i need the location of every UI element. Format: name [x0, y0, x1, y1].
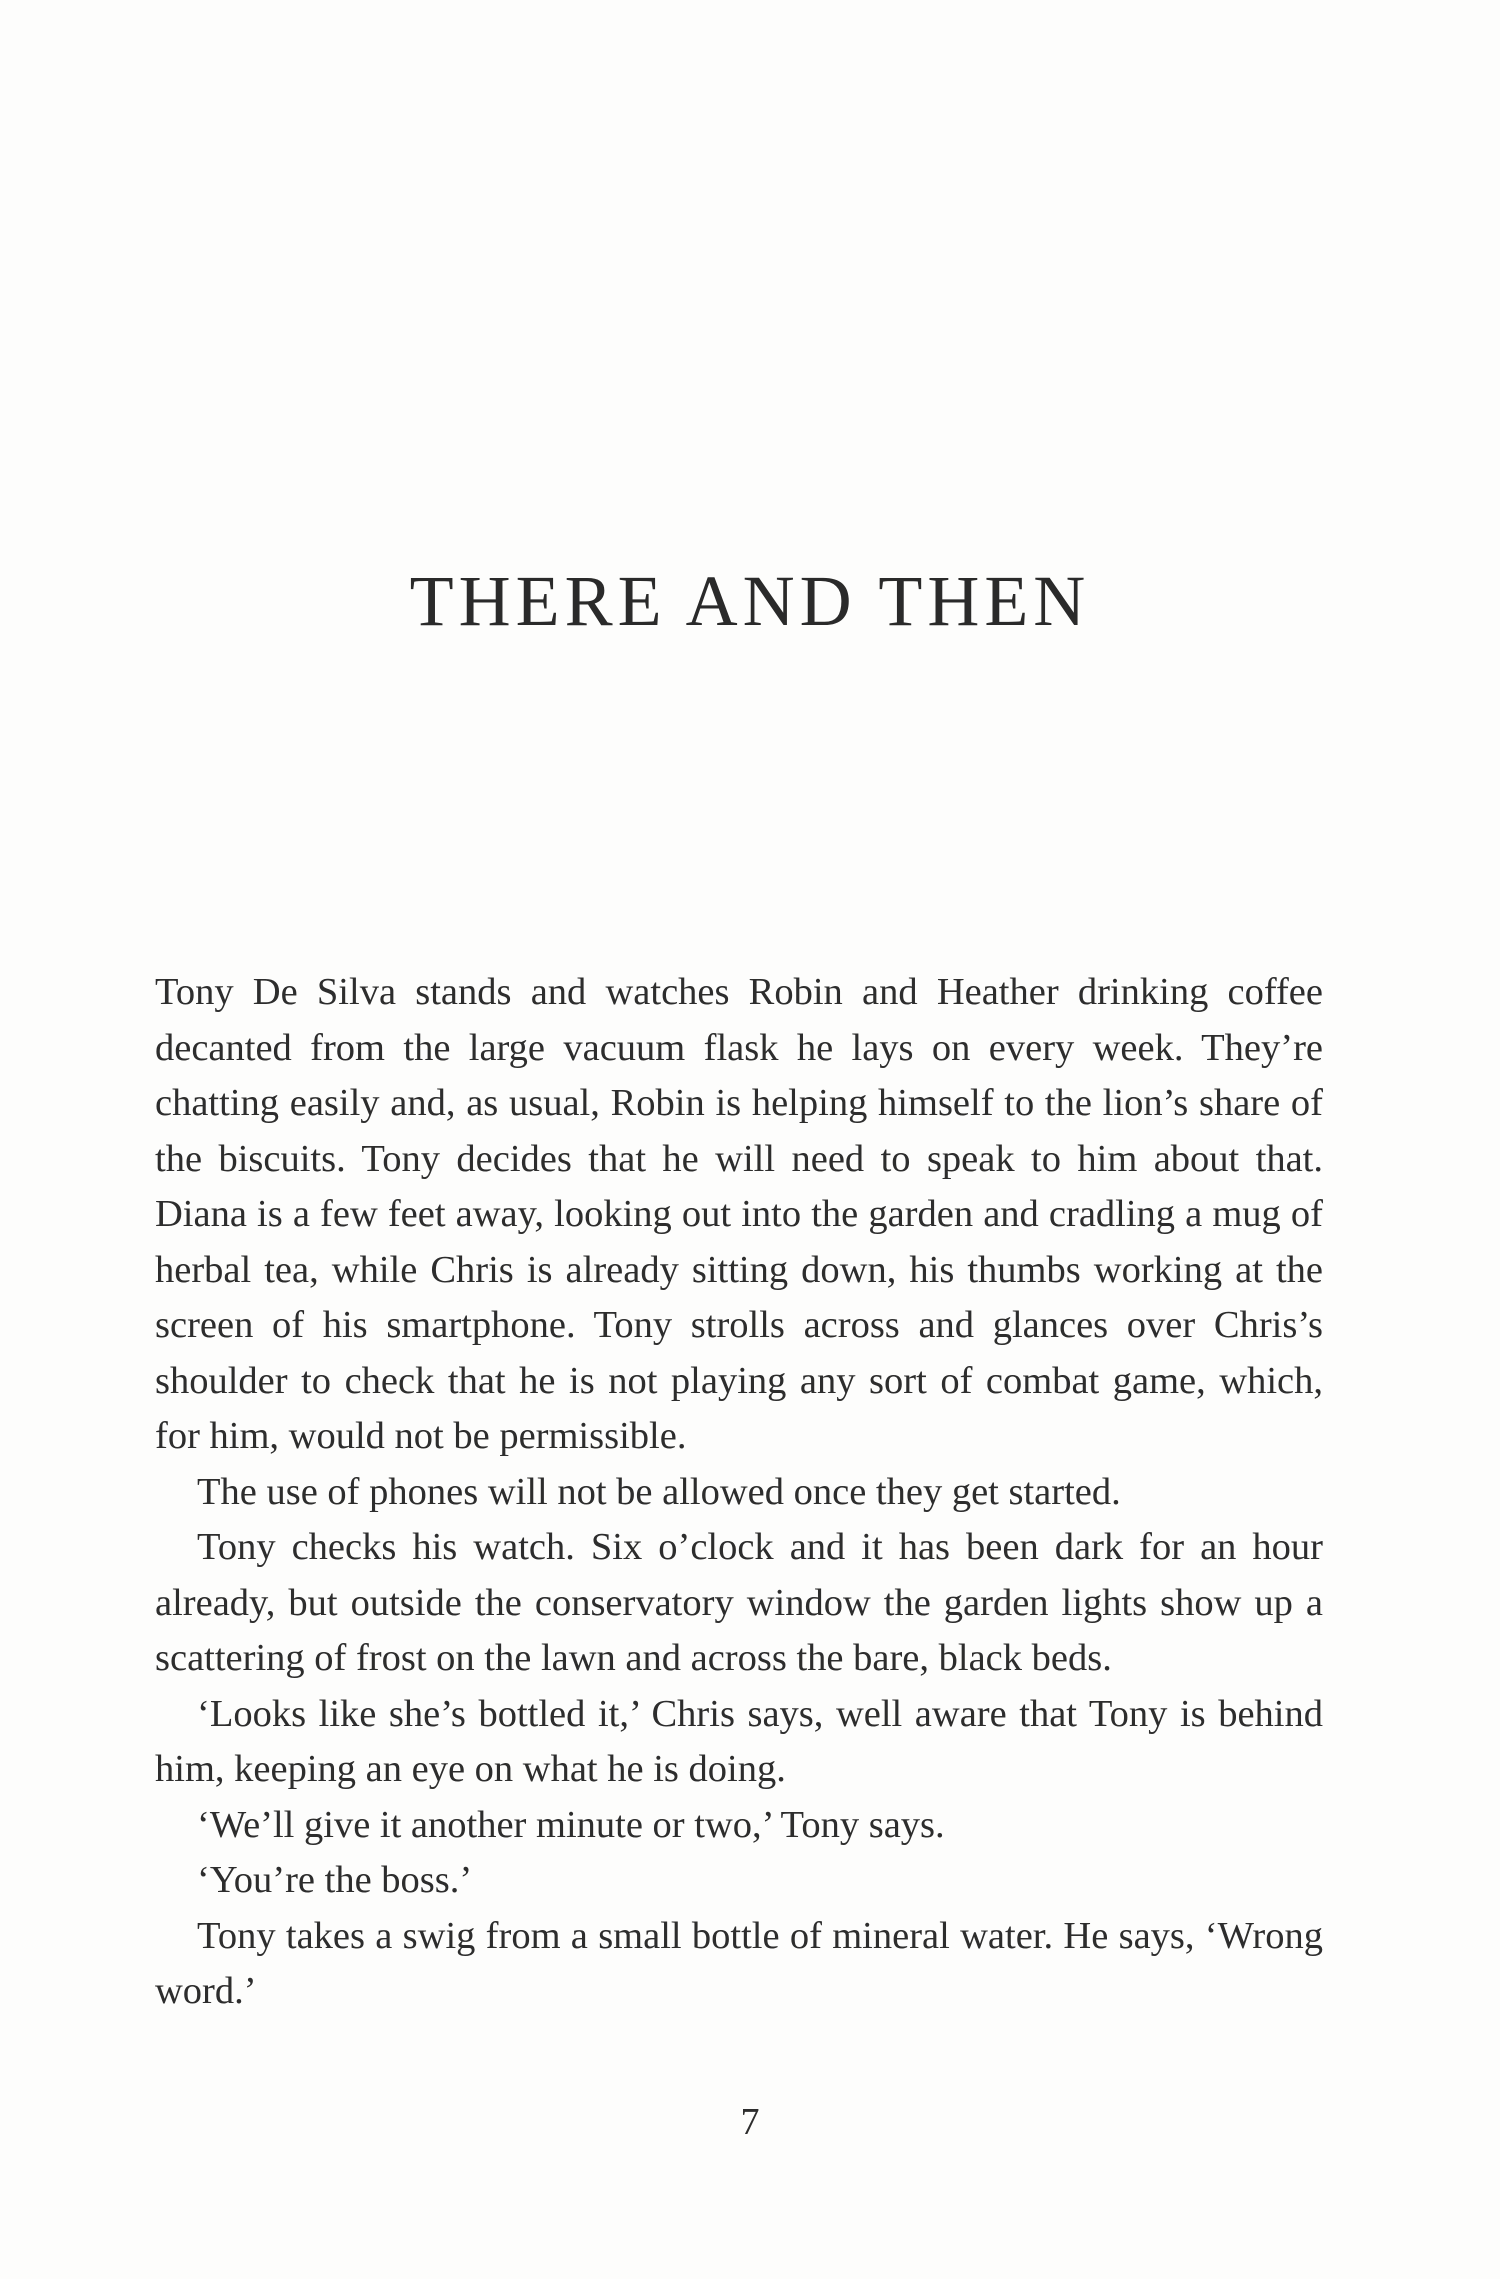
chapter-body [155, 965, 1323, 2020]
paragraph: The use of phones will not be allowed once they get started. [197, 1470, 1121, 1513]
paragraph: Tony De Silva stands and watches Robin and Heather drinking coffee decanted from the large vacuum flask he lays on every week. They’re chatting easily and, as usual, Robin is helping himself to the lion’s share of the biscuits. Tony decides that he will need to speak to him about that. Diana is a few feet away, looking out into the garden and cradling a mug of herbal tea, while Chris is already sitting down, his thumbs working at the screen of his smartphone. Tony strolls across and glances over Chris’s shoulder to check that he is not playing any sort of combat game, which, for him, would not be permissible. [155, 971, 1323, 1457]
paragraph: Tony checks his watch. Six o’clock and it has been dark for an hour already, but outside the conservatory window the garden lights show up a scattering of frost on the lawn and across the bare, black beds. [155, 1526, 1323, 1679]
page-number: 7 [740, 2101, 760, 2143]
paragraph: Tony takes a swig from a small bottle of mineral water. He says, ‘Wrong word.’ [155, 1914, 1323, 2012]
paragraph: ‘Looks like she’s bottled it,’ Chris says, well aware that Tony is behind him, keeping an eye on what he is doing. [155, 1692, 1323, 1790]
chapter-title: THERE AND THEN [409, 561, 1091, 641]
paragraph: ‘We’ll give it another minute or two,’ Tony says. [197, 1803, 945, 1846]
paragraph: ‘You’re the boss.’ [197, 1859, 473, 1901]
